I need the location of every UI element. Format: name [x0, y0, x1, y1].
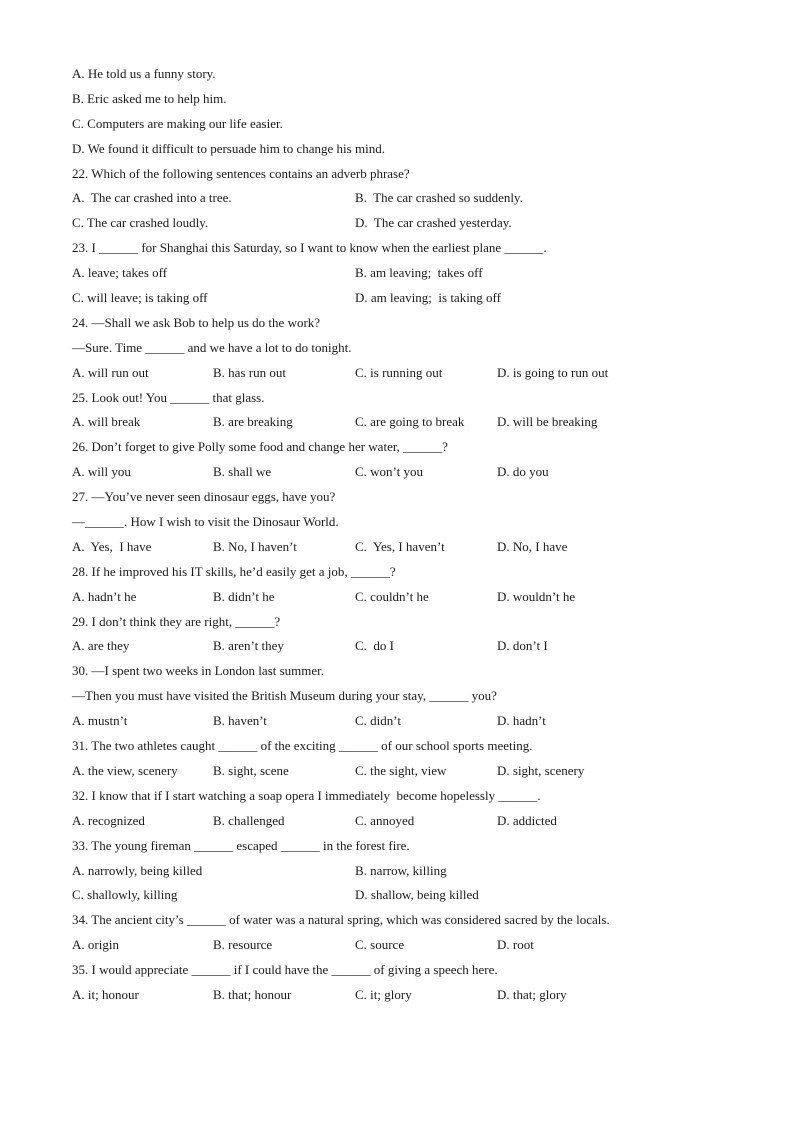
answer-option: C. source — [355, 937, 405, 953]
answer-option: C. didn’t — [355, 713, 401, 729]
answer-option: C. won’t you — [355, 464, 424, 480]
answer-option: A. origin — [72, 937, 119, 953]
answer-option: B. aren’t they — [213, 638, 284, 654]
question-list — [72, 62, 722, 1008]
answer-option: D. that; glory — [497, 986, 567, 1002]
options-row — [72, 933, 722, 958]
text-line: 34. The ancient city’s ______ of water was a natural spring, which was considered sacred by the locals. — [72, 912, 610, 928]
answer-option: A. leave; takes off — [72, 265, 168, 281]
text-line: 31. The two athletes caught ______ of the exciting ______ of our school sports meeting. — [72, 738, 533, 754]
answer-option: D. is going to run out — [497, 364, 609, 380]
text-line: 26. Don’t forget to give Polly some food and change her water, ______? — [72, 439, 448, 455]
answer-option: D. No, I have — [497, 538, 568, 554]
answer-option: B. resource — [213, 937, 273, 953]
answer-option: D. addicted — [497, 812, 557, 828]
options-row — [72, 410, 722, 435]
text-line: 22. Which of the following sentences contains an adverb phrase? — [72, 165, 410, 181]
answer-option: D. do you — [497, 464, 549, 480]
options-row — [72, 361, 722, 386]
answer-option: C. shallowly, killing — [72, 887, 178, 903]
answer-option: C. couldn’t he — [355, 588, 429, 604]
options-row — [72, 883, 722, 908]
answer-option: D. sight, scenery — [497, 762, 585, 778]
text-line: 33. The young fireman ______ escaped ______ in the forest fire. — [72, 837, 410, 853]
answer-option: C. the sight, view — [355, 762, 447, 778]
options-row — [72, 286, 722, 311]
text-line: 29. I don’t think they are right, ______? — [72, 613, 281, 629]
answer-option: C. Yes, I haven’t — [355, 538, 445, 554]
answer-option: A. The car crashed into a tree. — [72, 190, 232, 206]
options-row — [72, 186, 722, 211]
answer-option: B. challenged — [213, 812, 285, 828]
answer-option: A. will you — [72, 464, 131, 480]
text-line: —______. How I wish to visit the Dinosaur World. — [72, 514, 339, 530]
text-line: 27. —You’ve never seen dinosaur eggs, have you? — [72, 489, 336, 505]
answer-option: B. has run out — [213, 364, 286, 380]
options-row — [72, 859, 722, 884]
options-row — [72, 211, 722, 236]
answer-option: D. The car crashed yesterday. — [355, 215, 512, 231]
answer-option: A. Yes, I have — [72, 538, 152, 554]
text-line: 25. Look out! You ______ that glass. — [72, 389, 265, 405]
answer-option: B. are breaking — [213, 414, 293, 430]
answer-option: B. am leaving; takes off — [355, 265, 483, 281]
answer-option: D. wouldn’t he — [497, 588, 576, 604]
answer-option: B. sight, scene — [213, 762, 289, 778]
answer-option: C. The car crashed loudly. — [72, 215, 209, 231]
text-line: —Then you must have visited the British Museum during your stay, ______ you? — [72, 688, 497, 704]
text-line: A. He told us a funny story. — [72, 66, 216, 81]
answer-option: D. hadn’t — [497, 713, 546, 729]
answer-option: D. am leaving; is taking off — [355, 290, 501, 306]
text-line: 28. If he improved his IT skills, he’d easily get a job, ______? — [72, 563, 396, 579]
options-row — [72, 535, 722, 560]
answer-option: A. will break — [72, 414, 141, 430]
text-line: C. Computers are making our life easier. — [72, 115, 283, 131]
answer-option: B. that; honour — [213, 986, 292, 1002]
answer-option: D. root — [497, 937, 534, 953]
text-line: D. We found it difficult to persuade him to change his mind. — [72, 140, 385, 156]
answer-option: A. are they — [72, 638, 130, 654]
answer-option: C. it; glory — [355, 986, 412, 1002]
answer-option: A. the view, scenery — [72, 762, 178, 778]
options-row — [72, 460, 722, 485]
answer-option: C. will leave; is taking off — [72, 290, 208, 306]
answer-option: B. haven’t — [213, 713, 267, 729]
answer-option: A. will run out — [72, 364, 149, 380]
answer-option: C. do I — [355, 638, 394, 654]
answer-option: A. hadn’t he — [72, 588, 137, 604]
answer-option: B. No, I haven’t — [213, 538, 297, 554]
answer-option: A. narrowly, being killed — [72, 862, 203, 878]
text-line: 24. —Shall we ask Bob to help us do the work? — [72, 314, 321, 330]
options-row — [72, 983, 722, 1008]
text-line: B. Eric asked me to help him. — [72, 90, 227, 106]
options-row — [72, 809, 722, 834]
answer-option: C. annoyed — [355, 812, 415, 828]
answer-option: B. narrow, killing — [355, 862, 447, 878]
answer-option: A. it; honour — [72, 986, 139, 1002]
options-row — [72, 634, 722, 659]
text-line: 32. I know that if I start watching a soap opera I immediately become hopelessly ______. — [72, 787, 541, 803]
answer-option: D. shallow, being killed — [355, 887, 479, 903]
answer-option: B. didn’t he — [213, 588, 275, 604]
answer-option: B. The car crashed so suddenly. — [355, 190, 523, 206]
answer-option: B. shall we — [213, 464, 272, 480]
text-line: 30. —I spent two weeks in London last summer. — [72, 663, 325, 679]
options-row — [72, 585, 722, 610]
answer-option: C. are going to break — [355, 414, 465, 430]
answer-option: C. is running out — [355, 364, 443, 380]
options-row — [72, 759, 722, 784]
answer-option: D. don’t I — [497, 638, 548, 654]
text-line: 35. I would appreciate ______ if I could have the ______ of giving a speech here. — [72, 962, 498, 978]
answer-option: D. will be breaking — [497, 414, 598, 430]
text-line: —Sure. Time ______ and we have a lot to do tonight. — [72, 339, 352, 355]
text-line: 23. I ______ for Shanghai this Saturday, so I want to know when the earliest plane ______. — [72, 240, 547, 256]
answer-option: A. mustn’t — [72, 713, 128, 729]
answer-option: A. recognized — [72, 812, 145, 828]
options-row — [72, 261, 722, 286]
options-row — [72, 709, 722, 734]
